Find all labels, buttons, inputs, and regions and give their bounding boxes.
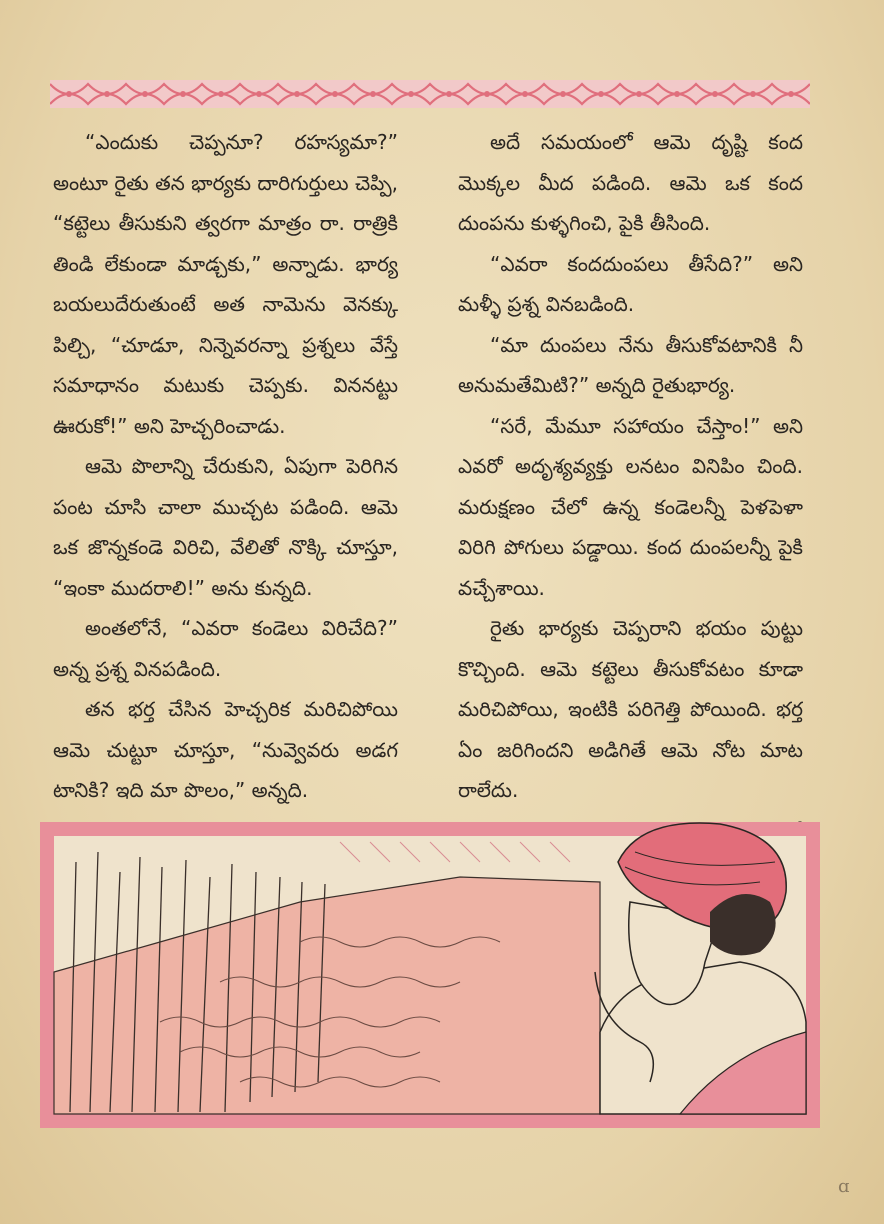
farmer-field-illustration bbox=[40, 822, 820, 1128]
paragraph: “సరే, మేమూ సహాయం చేస్తాం!” అని ఎవరో అదృశ్యవ్యక్తు లనటం వినిపిం చింది. మరుక్షణం చేలో ఉన్న కండెలన్నీ పెళపెళా విరిగి పోగులు పడ్డాయి. కంద దుంపలన్నీ పైకి వచ్చేశాయి. bbox=[458, 413, 803, 600]
paragraph: రైతు భార్యకు చెప్పరాని భయం పుట్టు కొచ్చింది. ఆమె కట్టెలు తీసుకోవటం కూడా మరిచిపోయి, ఇంటికి పరిగెత్తి పోయింది. భర్త ఏం జరిగిందని అడిగితే ఆమె నోట మాట రాలేదు. bbox=[458, 616, 803, 802]
paragraph: “ఎవరా కందదుంపలు తీసేది?” అని మళ్ళీ ప్రశ్న వినబడింది. bbox=[458, 251, 803, 316]
paragraph: అదే సమయంలో ఆమె దృష్టి కంద మొక్కల మీద పడింది. ఆమె ఒక కంద దుంపను కుళ్ళగించి, పైకి తీసింది. bbox=[458, 130, 803, 235]
corner-mark-icon: ɑ bbox=[838, 1176, 850, 1197]
right-text-column bbox=[458, 122, 803, 892]
paragraph: అంతలోనే, “ఎవరా కండెలు విరిచేది?” అన్న ప్రశ్న వినపడింది. bbox=[53, 616, 398, 681]
left-text-column bbox=[53, 122, 398, 811]
paragraph: “మా దుంపలు నేను తీసుకోవటానికి నీ అనుమతేమిటి?” అన్నది రైతుభార్య. bbox=[458, 332, 803, 397]
paragraph: తన భర్త చేసిన హెచ్చరిక మరిచిపోయి ఆమె చుట్టూ చూస్తూ, “నువ్వెవరు అడగ టానికి? ఇది మా పొలం,” అన్నది. bbox=[53, 697, 398, 802]
paragraph: “ఎందుకు చెప్పనూ? రహస్యమా?” అంటూ రైతు తన భార్యకు దారిగుర్తులు చెప్పి, “కట్టెలు తీసుకుని త్వరగా మాత్రం రా. రాత్రికి తిండి లేకుండా మాడ్చకు,” అన్నాడు. భార్య బయలుదేరుతుంటే అత నామెను వెనక్కు పిల్చి, “చూడూ, నిన్నెవరన్నా ప్రశ్నలు వేస్తే సమాధానం మటుకు చెప్పకు. విననట్టు ఊరుకో!” అని హెచ్చరించాడు. bbox=[53, 130, 398, 438]
paragraph: ఆమె పొలాన్ని చేరుకుని, ఏపుగా పెరిగిన పంట చూసి చాలా ముచ్చట పడింది. ఆమె ఒక జొన్నకండె విరిచి, వేలితో నొక్కి చూస్తూ, “ఇంకా ముదరాలి!” అను కున్నది. bbox=[53, 454, 398, 600]
ornamental-border-icon bbox=[50, 80, 810, 108]
